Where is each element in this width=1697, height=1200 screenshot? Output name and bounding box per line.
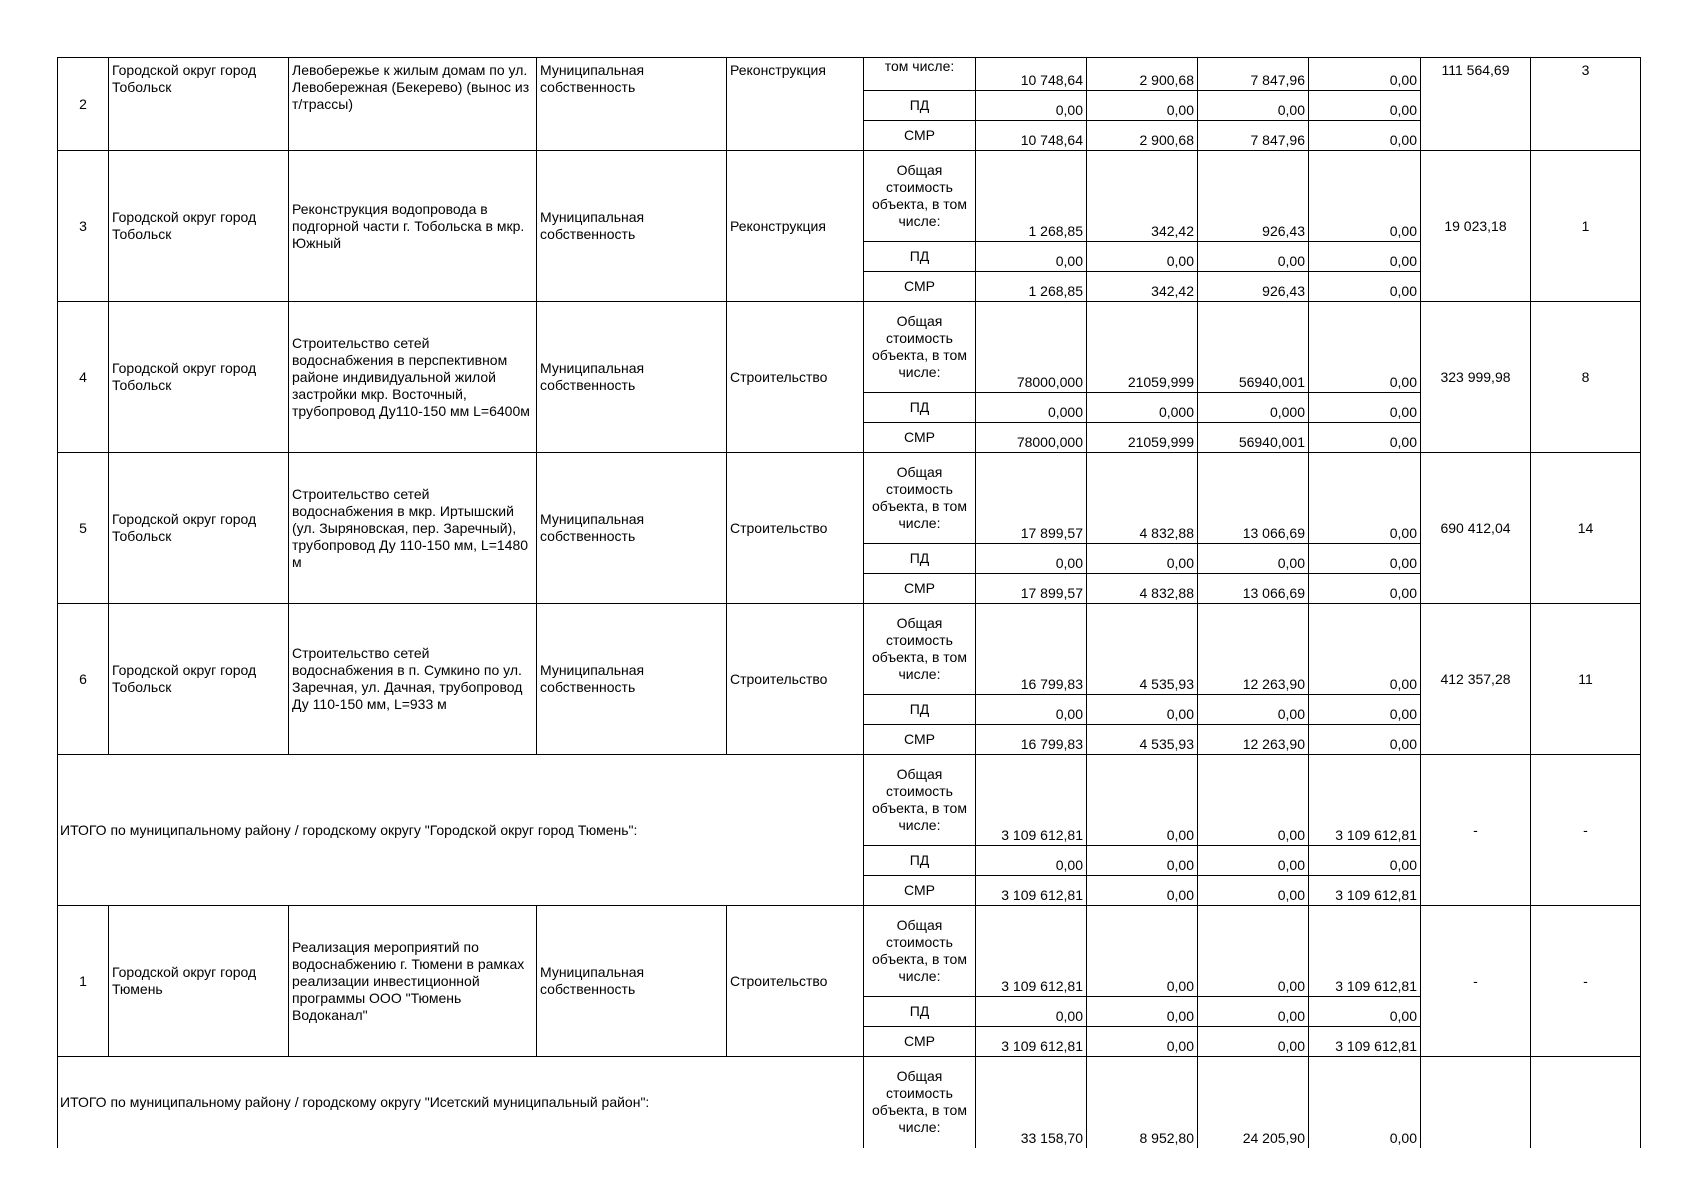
value-cell: 8 952,80 xyxy=(1087,1057,1198,1148)
value-cell: 12 263,90 xyxy=(1198,604,1309,695)
value-cell: 0,00 xyxy=(1087,846,1198,876)
ownership-cell: Муниципальная собственность xyxy=(537,58,727,151)
object-name-cell: Строительство сетей водоснабжения в п. Сумкино по ул. Заречная, ул. Дачная, трубопровод Ду 110-150 мм, L=933 м xyxy=(289,604,537,755)
value-cell: 13 066,69 xyxy=(1198,574,1309,604)
value-cell: 926,43 xyxy=(1198,151,1309,242)
value-cell: 7 847,96 xyxy=(1198,121,1309,151)
value-cell: 0,00 xyxy=(1198,544,1309,574)
pd-label: ПД xyxy=(864,242,976,272)
value-cell: 17 899,57 xyxy=(976,453,1087,544)
district-cell: Городской округ город Тобольск xyxy=(109,604,289,755)
years-cell: - xyxy=(1531,906,1641,1057)
power-cell: 111 564,69 xyxy=(1421,58,1531,151)
value-cell: 0,00 xyxy=(1309,151,1421,242)
power-cell: 19 023,18 xyxy=(1421,151,1531,302)
value-cell: 21059,999 xyxy=(1087,423,1198,453)
value-cell: 0,00 xyxy=(1309,574,1421,604)
value-cell: 0,00 xyxy=(1309,997,1421,1027)
value-cell: 0,00 xyxy=(1198,242,1309,272)
total-cost-label: Общая стоимость объекта, в том числе: xyxy=(864,302,976,393)
value-cell: 342,42 xyxy=(1087,272,1198,302)
value-cell: 4 832,88 xyxy=(1087,453,1198,544)
work-type-cell: Строительство xyxy=(727,302,864,453)
pd-label: ПД xyxy=(864,544,976,574)
total-row xyxy=(58,1057,1641,1148)
value-cell: 21059,999 xyxy=(1087,302,1198,393)
value-cell: 12 263,90 xyxy=(1198,725,1309,755)
value-cell: 0,00 xyxy=(1309,91,1421,121)
smr-label: СМР xyxy=(864,272,976,302)
value-cell: 13 066,69 xyxy=(1198,453,1309,544)
district-cell: Городской округ город Тобольск xyxy=(109,453,289,604)
years-cell: 3 xyxy=(1531,58,1641,151)
value-cell: 3 109 612,81 xyxy=(976,876,1087,906)
value-cell: 3 109 612,81 xyxy=(976,1027,1087,1057)
ownership-cell: Муниципальная собственность xyxy=(537,151,727,302)
value-cell: 17 899,57 xyxy=(976,574,1087,604)
value-cell: 0,000 xyxy=(1087,393,1198,423)
value-cell: 0,00 xyxy=(976,695,1087,725)
value-cell: 0,00 xyxy=(1309,453,1421,544)
district-cell: Городской округ город Тюмень xyxy=(109,906,289,1057)
investment-table xyxy=(57,57,1641,1148)
value-cell: 10 748,64 xyxy=(976,58,1087,91)
power-cell: 412 357,28 xyxy=(1421,604,1531,755)
pd-label: ПД xyxy=(864,91,976,121)
value-cell: 0,00 xyxy=(1309,121,1421,151)
value-cell: 3 109 612,81 xyxy=(976,755,1087,846)
row-number: 5 xyxy=(58,453,109,604)
object-name-cell: Реализация мероприятий по водоснабжению г. Тюмени в рамках реализации инвестиционной программы ООО "Тюмень Водоканал" xyxy=(289,906,537,1057)
value-cell: 4 535,93 xyxy=(1087,604,1198,695)
object-name-cell: Строительство сетей водоснабжения в мкр. Иртышский (ул. Зыряновская, пер. Заречный), трубопровод Ду 110-150 мм, L=1480 м xyxy=(289,453,537,604)
value-cell: 0,00 xyxy=(1087,755,1198,846)
ownership-cell: Муниципальная собственность xyxy=(537,906,727,1057)
total-cost-label: Общая стоимость объекта, в том числе: xyxy=(864,453,976,544)
value-cell: 2 900,68 xyxy=(1087,121,1198,151)
smr-label: СМР xyxy=(864,725,976,755)
table-row xyxy=(58,151,1641,242)
value-cell: 0,00 xyxy=(1198,695,1309,725)
value-cell: 3 109 612,81 xyxy=(1309,906,1421,997)
table-row xyxy=(58,604,1641,695)
work-type-cell: Строительство xyxy=(727,906,864,1057)
pd-label: ПД xyxy=(864,695,976,725)
years-cell: 1 xyxy=(1531,151,1641,302)
years-cell: 8 xyxy=(1531,302,1641,453)
years-cell: 11 xyxy=(1531,604,1641,755)
value-cell: 4 535,93 xyxy=(1087,725,1198,755)
object-name-cell: Строительство сетей водоснабжения в перспективном районе индивидуальной жилой застройки мкр. Восточный, трубопровод Ду110-150 мм L=6400м xyxy=(289,302,537,453)
value-cell: 0,00 xyxy=(1309,393,1421,423)
pd-label: ПД xyxy=(864,997,976,1027)
value-cell: 56940,001 xyxy=(1198,302,1309,393)
total-cost-label: Общая стоимость объекта, в том числе: xyxy=(864,604,976,695)
value-cell: 342,42 xyxy=(1087,151,1198,242)
row-number: 6 xyxy=(58,604,109,755)
value-cell: 7 847,96 xyxy=(1198,58,1309,91)
total-cost-label: Общая стоимость объекта, в том числе: xyxy=(864,906,976,997)
value-cell: 926,43 xyxy=(1198,272,1309,302)
value-cell: 4 832,88 xyxy=(1087,574,1198,604)
value-cell: 0,00 xyxy=(1309,695,1421,725)
value-cell: 3 109 612,81 xyxy=(976,906,1087,997)
table-row xyxy=(58,58,1641,91)
value-cell: 0,000 xyxy=(1198,393,1309,423)
years-cell: 14 xyxy=(1531,453,1641,604)
value-cell: 0,00 xyxy=(1198,1027,1309,1057)
district-cell: Городской округ город Тобольск xyxy=(109,302,289,453)
power-cell: - xyxy=(1421,906,1531,1057)
total-row xyxy=(58,755,1641,846)
value-cell: 2 900,68 xyxy=(1087,58,1198,91)
total-cost-label: Общая стоимость объекта, в том числе: xyxy=(864,151,976,242)
value-cell: 56940,001 xyxy=(1198,423,1309,453)
work-type-cell: Строительство xyxy=(727,453,864,604)
value-cell: 0,00 xyxy=(1309,846,1421,876)
value-cell: 0,00 xyxy=(976,846,1087,876)
smr-label: СМР xyxy=(864,121,976,151)
district-cell: Городской округ город Тобольск xyxy=(109,151,289,302)
total-cost-label: Общая стоимость объекта, в том числе: xyxy=(864,755,976,846)
work-type-cell: Строительство xyxy=(727,604,864,755)
pd-label: ПД xyxy=(864,846,976,876)
value-cell: 0,00 xyxy=(976,91,1087,121)
value-cell: 0,00 xyxy=(1087,906,1198,997)
value-cell: 1 268,85 xyxy=(976,272,1087,302)
object-name-cell: Левобережье к жилым домам по ул. Левобережная (Бекерево) (вынос из т/трассы) xyxy=(289,58,537,151)
value-cell: 0,00 xyxy=(1087,91,1198,121)
value-cell: 0,00 xyxy=(1198,997,1309,1027)
value-cell: 0,00 xyxy=(1198,91,1309,121)
value-cell: 0,00 xyxy=(1087,876,1198,906)
value-cell: 0,00 xyxy=(1309,423,1421,453)
years-cell: - xyxy=(1531,755,1641,906)
value-cell: 16 799,83 xyxy=(976,604,1087,695)
smr-label: СМР xyxy=(864,1027,976,1057)
value-cell: 0,00 xyxy=(1087,242,1198,272)
value-cell: 0,00 xyxy=(1087,997,1198,1027)
table-row xyxy=(58,302,1641,393)
value-cell: 0,00 xyxy=(1309,544,1421,574)
work-type-cell: Реконструкция xyxy=(727,58,864,151)
value-cell: 0,000 xyxy=(976,393,1087,423)
value-cell: 0,00 xyxy=(1087,1027,1198,1057)
power-cell xyxy=(1421,1057,1531,1148)
ownership-cell: Муниципальная собственность xyxy=(537,302,727,453)
total-label: ИТОГО по муниципальному району / городскому округу "Городской округ город Тюмень": xyxy=(58,755,864,906)
value-cell: 0,00 xyxy=(1198,906,1309,997)
value-cell: 33 158,70 xyxy=(976,1057,1087,1148)
district-cell: Городской округ город Тобольск xyxy=(109,58,289,151)
value-cell: 0,00 xyxy=(1087,695,1198,725)
value-cell: 0,00 xyxy=(1309,1057,1421,1148)
value-cell: 1 268,85 xyxy=(976,151,1087,242)
value-cell: 0,00 xyxy=(1309,272,1421,302)
power-cell: 323 999,98 xyxy=(1421,302,1531,453)
smr-label: СМР xyxy=(864,423,976,453)
value-cell: 24 205,90 xyxy=(1198,1057,1309,1148)
ownership-cell: Муниципальная собственность xyxy=(537,453,727,604)
total-label: ИТОГО по муниципальному району / городскому округу "Исетский муниципальный район": xyxy=(58,1057,864,1148)
pd-label: ПД xyxy=(864,393,976,423)
table-row xyxy=(58,906,1641,997)
total-cost-label: Общая стоимость объекта, в том числе: xyxy=(864,1057,976,1148)
value-cell: 0,00 xyxy=(1309,58,1421,91)
row-number: 2 xyxy=(58,58,109,151)
row-number: 3 xyxy=(58,151,109,302)
years-cell xyxy=(1531,1057,1641,1148)
object-name-cell: Реконструкция водопровода в подгорной части г. Тобольска в мкр. Южный xyxy=(289,151,537,302)
value-cell: 3 109 612,81 xyxy=(1309,755,1421,846)
value-cell: 0,00 xyxy=(1309,725,1421,755)
value-cell: 16 799,83 xyxy=(976,725,1087,755)
value-cell: 3 109 612,81 xyxy=(1309,876,1421,906)
value-cell: 0,00 xyxy=(976,997,1087,1027)
smr-label: СМР xyxy=(864,574,976,604)
value-cell: 0,00 xyxy=(1309,604,1421,695)
power-cell: 690 412,04 xyxy=(1421,453,1531,604)
value-cell: 0,00 xyxy=(1087,544,1198,574)
value-cell: 0,00 xyxy=(976,242,1087,272)
value-cell: 0,00 xyxy=(976,544,1087,574)
smr-label: СМР xyxy=(864,876,976,906)
value-cell: 0,00 xyxy=(1198,876,1309,906)
value-cell: 0,00 xyxy=(1309,242,1421,272)
value-cell: 78000,000 xyxy=(976,423,1087,453)
value-cell: 0,00 xyxy=(1198,846,1309,876)
value-cell: 78000,000 xyxy=(976,302,1087,393)
row-number: 4 xyxy=(58,302,109,453)
power-cell: - xyxy=(1421,755,1531,906)
work-type-cell: Реконструкция xyxy=(727,151,864,302)
row-number: 1 xyxy=(58,906,109,1057)
ownership-cell: Муниципальная собственность xyxy=(537,604,727,755)
table-row xyxy=(58,453,1641,544)
value-cell: 0,00 xyxy=(1198,755,1309,846)
value-cell: 0,00 xyxy=(1309,302,1421,393)
value-cell: 3 109 612,81 xyxy=(1309,1027,1421,1057)
total-cost-label: том числе: xyxy=(864,58,976,91)
value-cell: 10 748,64 xyxy=(976,121,1087,151)
